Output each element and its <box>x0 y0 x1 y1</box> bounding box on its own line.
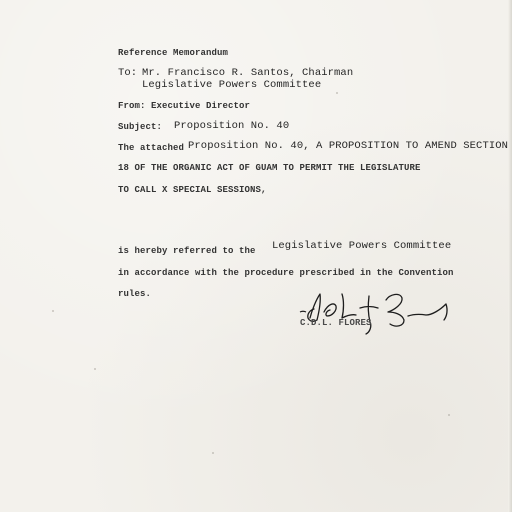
page-edge <box>508 0 512 512</box>
subject-label: Subject: <box>118 122 163 132</box>
paper-speck <box>448 414 450 416</box>
handwritten-signature <box>290 282 470 342</box>
proposition-title-line2: 18 OF THE ORGANIC ACT OF GUAM TO PERMIT THE LEGISLATURE <box>118 163 421 173</box>
paper-speck <box>52 310 54 312</box>
signer-name: C.D.L. FLORES <box>300 318 372 328</box>
recipient-name: Mr. Francisco R. Santos, Chairman <box>142 67 354 79</box>
memo-heading: Reference Memorandum <box>118 48 229 58</box>
recipient-committee: Legislative Powers Committee <box>142 79 322 91</box>
referred-committee: Legislative Powers Committee <box>272 240 452 252</box>
paper-speck <box>94 368 96 370</box>
paper-speck <box>336 92 338 94</box>
rules-text: rules. <box>118 289 152 299</box>
memo-from: From: Executive Director <box>118 101 251 111</box>
paper-speck <box>212 452 214 454</box>
attached-prefix: The attached <box>118 143 185 153</box>
proposition-title-line1: Proposition No. 40, A PROPOSITION TO AMEND SECTION <box>188 140 509 152</box>
proposition-title-line3: TO CALL X SPECIAL SESSIONS, <box>118 185 267 195</box>
subject-value: Proposition No. 40 <box>174 120 290 132</box>
to-label: To: <box>118 67 138 79</box>
referred-prefix: is hereby referred to the <box>118 246 256 256</box>
procedure-text: in accordance with the procedure prescribed in the Convention <box>118 268 454 278</box>
